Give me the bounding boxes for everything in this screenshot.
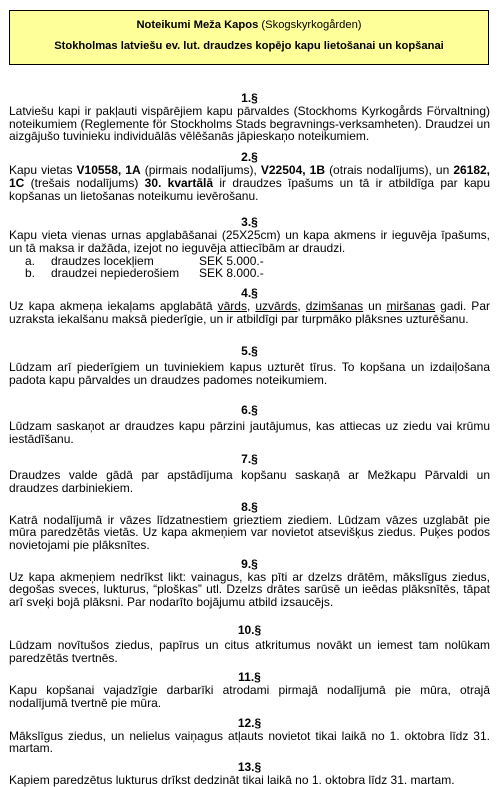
price-item-nonmembers bbox=[9, 267, 490, 280]
plot-id-1c: 26182, 1C bbox=[9, 163, 491, 190]
underlined-term: dzimšanas bbox=[305, 299, 364, 314]
section-13-heading: 13.§ bbox=[237, 760, 262, 775]
price-value: SEK 8.000.- bbox=[199, 266, 264, 281]
section-8-text: Katrā nodalījumā ir vāzes līdzatnestiem grieztiem ziediem. Lūdzam vāzes uzglabāt pie mūra paredzētās vietās. Uz kapa akmeņiem var novietot atsevišķus ziedus. Puķes podos novietojami pie plāksnītes. bbox=[9, 512, 490, 553]
section-2-part: (otrais nodalījums), un bbox=[325, 163, 454, 178]
section-10-heading: 10.§ bbox=[237, 622, 262, 637]
section-6-text: Lūdzam saskaņot ar draudzes kapu pārzini jautājumus, kas attiecas uz ziedu vai krūmu iestādīšanu. bbox=[9, 418, 490, 446]
section-4-heading: 4.§ bbox=[241, 286, 258, 301]
section-2-part: (pirmais nodalījums), bbox=[140, 163, 261, 178]
section-11-heading: 11.§ bbox=[238, 670, 261, 685]
section-2-part: (trešais nodalījums) bbox=[24, 175, 145, 190]
section-9-text: Uz kapa akmeņiem nedrīkst likt: vainagus, kas pīti ar dzelzs drātēm, mākslīgus ziedus, degošas sveces, lukturus, “ploškas” utl. Dzelzs drātes sarūsē un ieēdas plāksnītēs, tāpat arī sveķi bojā plāksni. Par nodarīto bojājumu atbild izsaucējs. bbox=[9, 569, 490, 610]
section-12-text: Mākslīgus ziedus, un nelielus vaiņagus atļauts novietot tikai laikā no 1. oktobra līdz 31. martam. bbox=[9, 728, 490, 756]
list-marker: a. bbox=[25, 253, 36, 268]
section-4-part: , bbox=[297, 299, 306, 314]
list-marker: b. bbox=[25, 266, 36, 281]
section-4-text bbox=[9, 300, 490, 325]
price-label: draudzes locekļiem bbox=[51, 253, 154, 268]
section-2-part: ir draudzes īpašums un tā ir atbildīga par kapu kopšanas un lietošanas noteikumu ievērošanu. bbox=[9, 175, 490, 203]
section-8-heading: 8.§ bbox=[241, 499, 258, 514]
underlined-term: uzvārds bbox=[255, 299, 298, 314]
section-1-text: Latviešu kapi ir pakļauti vispārējiem kapu pārvaldes (Stockhoms Kyrkogårds Förvaltning) noteikumiem (Reglemente för Stockholms Stads begravnings-verksamheten). Draudzei un aizgājušo tuvinieku individuālās vēlēšanās jāpieskaņo noteikumiem. bbox=[9, 104, 490, 144]
document-header bbox=[9, 10, 489, 65]
section-4-part: Uz kapa akmeņa iekaļams apglabātā bbox=[9, 299, 218, 314]
price-label: draudzei nepiederošiem bbox=[51, 266, 180, 281]
section-2-text bbox=[9, 164, 490, 202]
section-13-text: Kapiem paredzētus lukturus drīkst dedzināt tikai laikā no 1. oktobra līdz 31. martam. bbox=[9, 773, 455, 787]
plot-id-1a: V10558, 1A bbox=[76, 163, 141, 178]
section-5-text: Lūdzam arī piederīgiem un tuviniekiem kapus uzturēt tīrus. To kopšana un izdaiļošana padota kapu pārvaldes un draudzes padomes noteikumiem. bbox=[9, 360, 490, 388]
section-4-part: gadi. Par uzraksta iekalšanu maksā piederīgie, un ir atbildīgi par turpmāko plāksnes uzturēšanu. bbox=[9, 299, 490, 326]
price-value: SEK 5.000.- bbox=[199, 253, 264, 268]
document-body bbox=[9, 91, 490, 787]
title-paren: (Skogskyrkogården) bbox=[261, 19, 362, 31]
plot-id-1b: V22504, 1B bbox=[260, 163, 325, 178]
section-10-text: Lūdzam novītušos ziedus, papīrus un citus atkritumus novākt un iemest tam nolūkam paredzētās tvertnēs. bbox=[9, 637, 490, 665]
section-4-part: , bbox=[246, 299, 256, 314]
section-2-heading: 2.§ bbox=[241, 150, 258, 165]
document-title bbox=[10, 18, 488, 32]
underlined-term: vārds bbox=[217, 299, 247, 314]
document-subtitle: Stokholmas latviešu ev. lut. draudzes kopējo kapu lietošanai un kopšanai bbox=[54, 40, 444, 52]
underlined-term: miršanas bbox=[386, 299, 436, 314]
section-1-heading: 1.§ bbox=[241, 91, 258, 105]
section-6-heading: 6.§ bbox=[241, 402, 258, 417]
section-2-part: Kapu vietas bbox=[9, 163, 77, 178]
section-12-heading: 12.§ bbox=[237, 715, 262, 730]
section-7-text: Draudzes valde gādā par apstādījuma kopšanu saskaņā ar Mežkapu Pārvaldi un draudzes darbiniekiem. bbox=[9, 468, 490, 495]
section-3-heading: 3.§ bbox=[241, 215, 258, 230]
section-9-heading: 9.§ bbox=[241, 556, 258, 571]
section-11-text: Kapu kopšanai vajadzīgie darbarīki atrodami pirmajā nodalījumā pie mūra, otrajā nodalījumā tvertnē pie mūra. bbox=[9, 683, 490, 710]
section-4-part: un bbox=[363, 299, 387, 314]
section-5-heading: 5.§ bbox=[241, 344, 258, 359]
quarter-label: 30. kvartālā bbox=[144, 175, 214, 190]
title-bold: Noteikumi Meža Kapos bbox=[136, 19, 259, 31]
section-7-heading: 7.§ bbox=[241, 452, 258, 467]
section-3-text: Kapu vieta vienas urnas apglabāšanai (25X25cm) un kapa akmens ir ieguvēja īpašums, un tā maksa ir dažāda, izejot no ieguvēja attiecībām ar draudzi. bbox=[9, 228, 490, 255]
